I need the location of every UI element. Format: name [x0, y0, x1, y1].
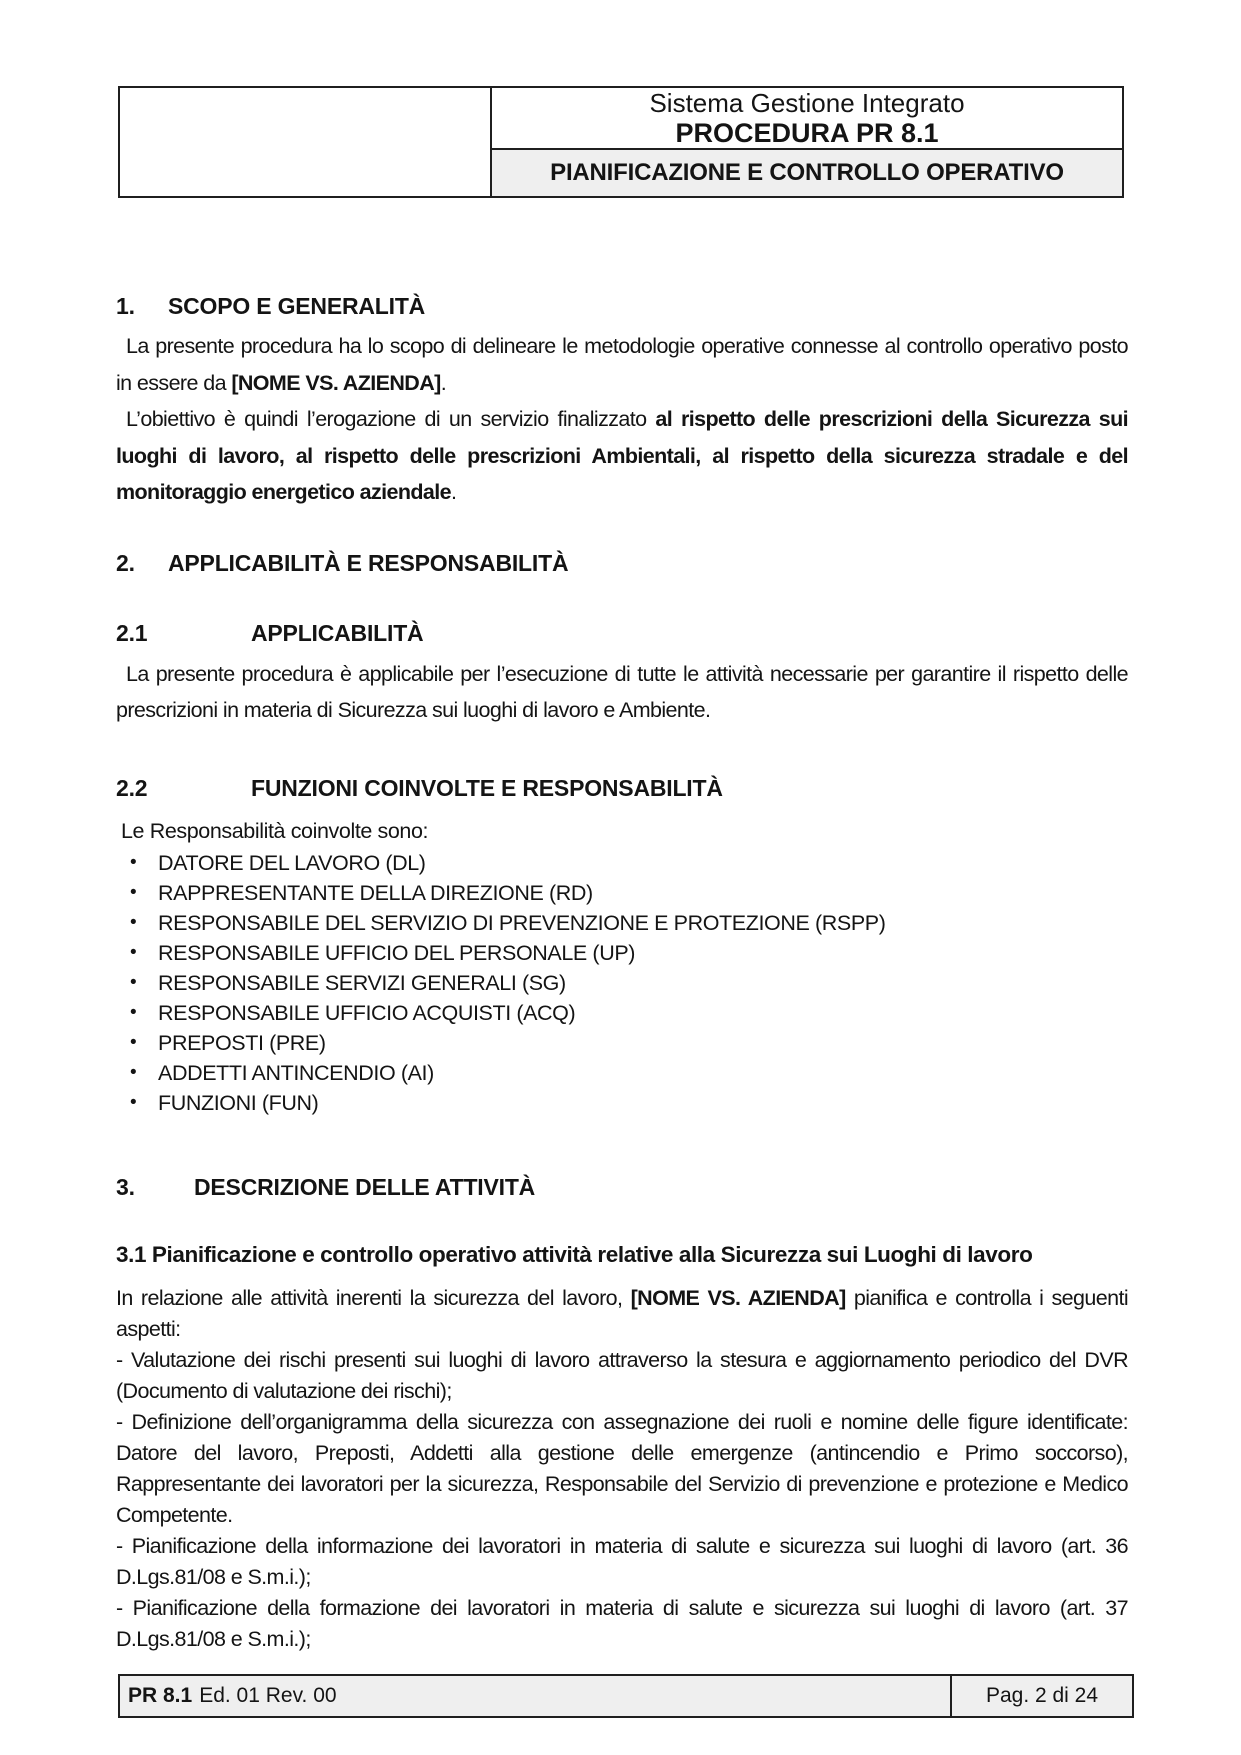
bullet-icon: • — [130, 851, 137, 873]
section-1-number: 1. — [116, 293, 135, 319]
section-3-title: DESCRIZIONE DELLE ATTIVITÀ — [194, 1173, 536, 1200]
dash-item-4: - Pianificazione della formazione dei lavoratori in materia di salute e sicurezza sui luoghi di lavoro (art. 37 D.Lgs.81/08 e S.m.i.); — [116, 1595, 1128, 1651]
footer-doc-code: PR 8.1 — [128, 1684, 193, 1707]
bullet-icon: • — [130, 911, 137, 933]
dash-item-2: - Definizione dell’organigramma della sicurezza con assegnazione dei ruoli e nomine delle figure identificate: Datore del lavoro, Preposti, Addetti alla gestione delle emergenze (antincendio e Primo soccorso), Rappresentante dei lavoratori per la sicurezza, Responsabile del Servizio di prevenzione e protezione e Medico Competente. — [116, 1409, 1128, 1527]
document-title: PIANIFICAZIONE E CONTROLLO OPERATIVO — [550, 159, 1064, 186]
section-3-number: 3. — [116, 1173, 135, 1200]
footer-page-cell — [950, 1676, 1132, 1716]
company-name-placeholder: [NOME VS. AZIENDA] — [231, 370, 441, 395]
section-3-heading — [116, 1172, 1128, 1202]
paragraph-text: pianifica e controlla i seguenti aspetti: — [116, 1285, 1128, 1341]
section-1-paragraph-2 — [116, 401, 1128, 511]
list-item-label: FUNZIONI (FUN) — [158, 1090, 319, 1115]
section-3-1-paragraph — [116, 1283, 1128, 1345]
document-body — [116, 0, 1128, 1655]
section-2-number: 2. — [116, 549, 135, 576]
bullet-icon: • — [130, 941, 137, 963]
dash-item-1: - Valutazione dei rischi presenti sui luoghi di lavoro attraverso la stesura e aggiornamento periodico del DVR (Documento di valutazione dei rischi); — [116, 1347, 1128, 1403]
list-item — [116, 1088, 1128, 1118]
bullet-icon: • — [130, 1031, 137, 1053]
document-footer-table — [118, 1674, 1134, 1718]
section-1-heading — [116, 291, 1128, 321]
procedure-title: PROCEDURA PR 8.1 — [675, 118, 939, 148]
section-2-1-paragraph — [116, 656, 1128, 729]
list-item-label: RESPONSABILE SERVIZI GENERALI (SG) — [158, 970, 566, 995]
list-item — [116, 908, 1128, 938]
list-item-label: RESPONSABILE UFFICIO DEL PERSONALE (UP) — [158, 940, 636, 965]
bullet-icon: • — [130, 971, 137, 993]
section-2-2-number: 2.2 — [116, 774, 148, 801]
list-item — [116, 938, 1128, 968]
list-item — [116, 848, 1128, 878]
list-item — [116, 878, 1128, 908]
section-2-2-title: FUNZIONI COINVOLTE E RESPONSABILITÀ — [251, 774, 723, 801]
footer-revision: Ed. 01 Rev. 00 — [199, 1684, 337, 1707]
paragraph-text: L’obiettivo è quindi l’erogazione di un servizio finalizzato — [126, 407, 656, 431]
section-2-1-heading — [116, 618, 1128, 648]
list-item — [116, 998, 1128, 1028]
list-item-label: ADDETTI ANTINCENDIO (AI) — [158, 1060, 434, 1085]
footer-doc-info-cell — [120, 1676, 950, 1716]
section-3-1-heading: 3.1 Pianificazione e controllo operativo attività relative alla Sicurezza sui Luoghi di lavoro — [116, 1241, 1033, 1267]
bullet-icon: • — [130, 1001, 137, 1023]
section-1-title: SCOPO E GENERALITÀ — [168, 293, 426, 319]
section-2-1-number: 2.1 — [116, 619, 148, 646]
paragraph-text: . — [440, 370, 447, 395]
footer-page-number: Pag. 2 di 24 — [985, 1684, 1099, 1707]
paragraph-text: In relazione alle attività inerenti la sicurezza del lavoro, — [116, 1285, 631, 1310]
list-item-label: RESPONSABILE UFFICIO ACQUISTI (ACQ) — [158, 1000, 576, 1025]
bullet-icon: • — [130, 881, 137, 903]
section-2-heading — [116, 548, 1128, 578]
section-2-title: APPLICABILITÀ E RESPONSABILITÀ — [168, 549, 569, 576]
list-item-label: PREPOSTI (PRE) — [158, 1030, 326, 1055]
list-item — [116, 968, 1128, 998]
responsibilities-list — [116, 848, 1128, 1118]
list-item-label: DATORE DEL LAVORO (DL) — [158, 850, 426, 875]
section-2-1-title: APPLICABILITÀ — [251, 619, 424, 646]
company-name-placeholder: [NOME VS. AZIENDA] — [630, 1285, 846, 1310]
responsibilities-intro: Le Responsabilità coinvolte sono: — [121, 818, 429, 843]
system-title: Sistema Gestione Integrato — [649, 88, 965, 118]
paragraph-text: . — [451, 480, 457, 504]
list-item — [116, 1058, 1128, 1088]
list-item-label: RAPPRESENTANTE DELLA DIREZIONE (RD) — [158, 880, 593, 905]
list-item — [116, 1028, 1128, 1058]
bullet-icon: • — [130, 1091, 137, 1113]
section-2-2-heading — [116, 773, 1128, 803]
bullet-icon: • — [130, 1061, 137, 1083]
section-1-paragraph-1 — [116, 328, 1128, 401]
paragraph-text: La presente procedura è applicabile per l’esecuzione di tutte le attività necessarie per garantire il rispetto delle prescrizioni in materia di Sicurezza sui luoghi di lavoro e Ambiente. — [116, 661, 1128, 722]
paragraph-text: La presente procedura ha lo scopo di delineare le metodologie operative connesse al controllo operativo posto in essere da — [116, 334, 1128, 395]
list-item-label: RESPONSABILE DEL SERVIZIO DI PREVENZIONE E PROTEZIONE (RSPP) — [158, 910, 886, 935]
paragraph-text-bold: al rispetto delle prescrizioni della Sicurezza sui luoghi di lavoro, al rispetto delle prescrizioni Ambientali, al rispetto della sicurezza stradale e del monitoraggio energetico aziendale — [116, 407, 1129, 504]
dash-item-3: - Pianificazione della informazione dei lavoratori in materia di salute e sicurezza sui luoghi di lavoro (art. 36 D.Lgs.81/08 e S.m.i.); — [116, 1533, 1128, 1589]
